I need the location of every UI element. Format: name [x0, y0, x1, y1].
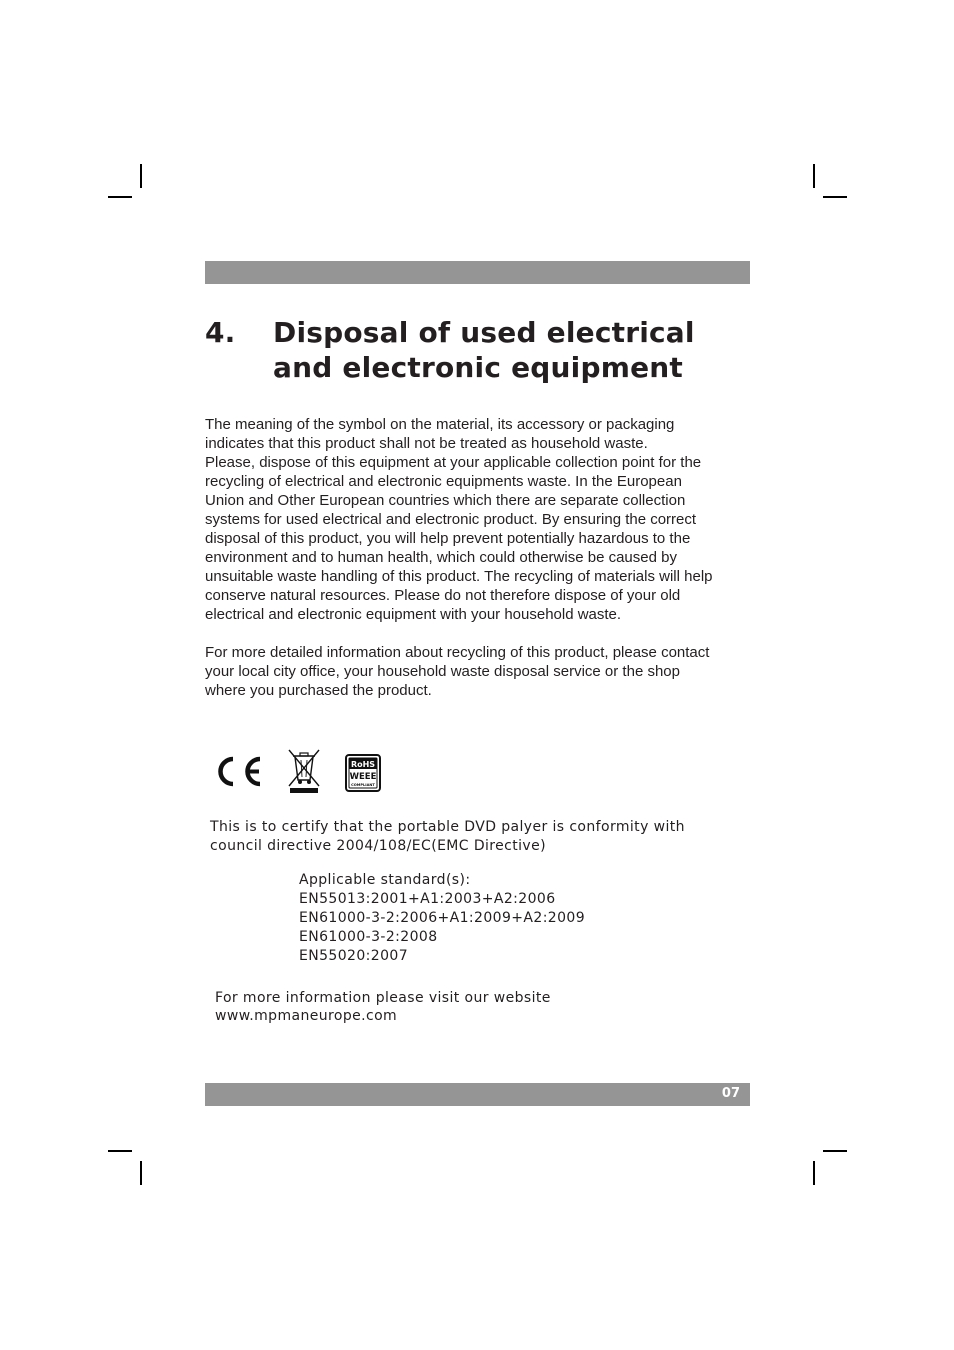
text-line: Please, dispose of this equipment at your applicable collection point for the [205, 454, 702, 471]
weee-label: WEEE [349, 772, 377, 782]
compliant-label: COMPLIANT [351, 783, 375, 787]
text-line: indicates that this product shall not be treated as household waste. [205, 435, 648, 452]
more-information [215, 989, 551, 1025]
page-number: 07 [721, 1086, 740, 1101]
weee-crossed-bin-icon [286, 748, 322, 794]
text-line: disposal of this product, you will help prevent potentially hazardous to the [205, 530, 691, 547]
text-line: systems for used electrical and electronic product. By ensuring the correct [205, 511, 697, 528]
standard-item: EN55013:2001+A1:2003+A2:2006 [299, 891, 556, 907]
disposal-paragraph [205, 415, 765, 624]
text-line: unsuitable waste handling of this product. The recycling of materials will help [205, 568, 713, 585]
text-line: council directive 2004/108/EC(EMC Directive) [210, 838, 546, 854]
header-band [205, 261, 750, 284]
rohs-weee-compliant-icon [345, 754, 381, 792]
contact-paragraph [205, 643, 765, 700]
crop-mark-bottom-left-vertical [140, 1161, 142, 1185]
certification-statement [210, 818, 685, 856]
website-url: www.mpmaneurope.com [215, 1008, 398, 1024]
standards-heading: Applicable standard(s): [299, 872, 471, 888]
ce-mark-icon [212, 748, 266, 794]
section-title-line: Disposal of used electrical [273, 316, 695, 349]
text-line: Union and Other European countries which there are separate collection [205, 492, 686, 509]
text-line: electrical and electronic equipment with your household waste. [205, 606, 622, 623]
text-line: recycling of electrical and electronic equipments waste. In the European [205, 473, 682, 490]
compliance-logos [212, 748, 392, 794]
section-title [273, 315, 773, 385]
text-line: The meaning of the symbol on the material, its accessory or packaging [205, 416, 675, 433]
footer-band [205, 1083, 750, 1106]
applicable-standards [299, 871, 585, 966]
more-info-text: For more information please visit our website [215, 990, 551, 1006]
text-line: For more detailed information about recycling of this product, please contact [205, 644, 710, 661]
crop-mark-top-right-vertical [813, 164, 815, 188]
crop-mark-bottom-right-vertical [813, 1161, 815, 1185]
crop-mark-bottom-right-horizontal [823, 1150, 847, 1152]
crop-mark-bottom-left-horizontal [108, 1150, 132, 1152]
crop-mark-top-left-horizontal [108, 196, 132, 198]
rohs-label: RoHS [350, 760, 376, 769]
standard-item: EN61000-3-2:2008 [299, 929, 438, 945]
standard-item: EN61000-3-2:2006+A1:2009+A2:2009 [299, 910, 586, 926]
text-line: your local city office, your household waste disposal service or the shop [205, 663, 680, 680]
crop-mark-top-left-vertical [140, 164, 142, 188]
crop-mark-top-right-horizontal [823, 196, 847, 198]
text-line: where you purchased the product. [205, 682, 432, 699]
text-line: This is to certify that the portable DVD palyer is conformity with [210, 819, 685, 835]
text-line: environment and to human health, which could otherwise be caused by [205, 549, 677, 566]
standard-item: EN55020:2007 [299, 948, 409, 964]
text-line: conserve natural resources. Please do not therefore dispose of your old [205, 587, 681, 604]
section-title-line: and electronic equipment [273, 351, 683, 384]
section-number: 4. [205, 316, 236, 349]
